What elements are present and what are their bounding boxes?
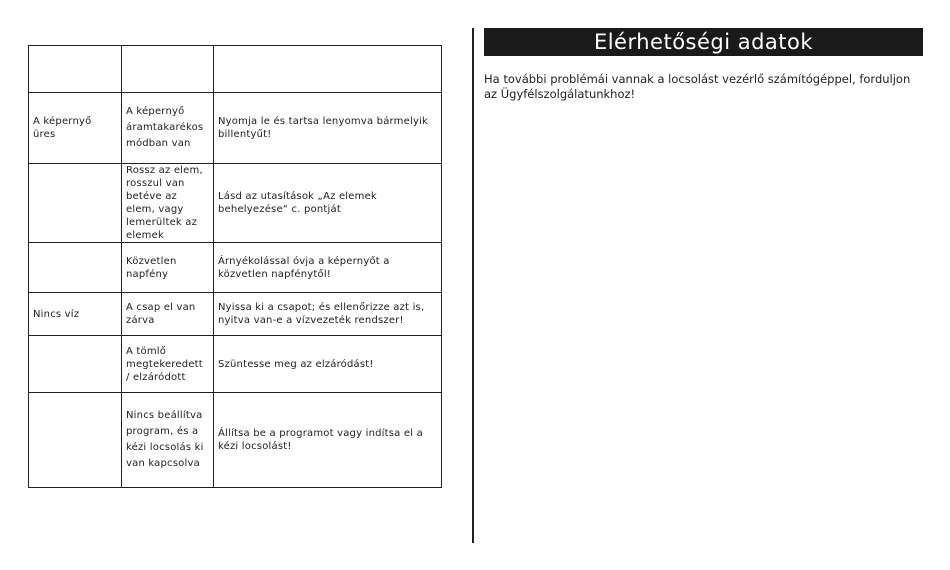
solution-cell: Szüntesse meg az elzáródást! bbox=[214, 336, 442, 393]
solution-cell: Árnyékolással óvja a képernyőt a közvetlen napfénytől! bbox=[214, 243, 442, 293]
table-header-row bbox=[29, 46, 442, 93]
table-row bbox=[29, 393, 442, 488]
cause-cell: A csap el van zárva bbox=[122, 293, 214, 336]
table-row bbox=[29, 336, 442, 393]
solution-cell: Nyissa ki a csapot; és ellenőrizze azt is, nyitva van-e a vízvezeték rendszer! bbox=[214, 293, 442, 336]
problem-cell bbox=[29, 164, 122, 243]
header-cause bbox=[122, 46, 214, 93]
problem-cell bbox=[29, 336, 122, 393]
cause-cell: Nincs beállítva program, és a kézi locsolás ki van kapcsolva bbox=[122, 393, 214, 488]
problem-cell bbox=[29, 393, 122, 488]
solution-cell: Nyomja le és tartsa lenyomva bármelyik billentyűt! bbox=[214, 93, 442, 164]
header-solution bbox=[214, 46, 442, 93]
header-problem bbox=[29, 46, 122, 93]
table-row bbox=[29, 93, 442, 164]
problem-cell: Nincs víz bbox=[29, 293, 122, 336]
solution-cell: Állítsa be a programot vagy indítsa el a kézi locsolást! bbox=[214, 393, 442, 488]
contact-title: Elérhetőségi adatok bbox=[593, 30, 814, 54]
table-row bbox=[29, 243, 442, 293]
contact-header-bar bbox=[484, 28, 923, 56]
table-row bbox=[29, 164, 442, 243]
contact-text: Ha további problémái vannak a locsolást vezérlő számítógéppel, forduljon az Ügyfélszolgálatunkhoz! bbox=[484, 72, 911, 101]
cause-cell: Rossz az elem, rosszul van betéve az elem, vagy lemerültek az elemek bbox=[122, 164, 214, 243]
cause-cell: Közvetlen napfény bbox=[122, 243, 214, 293]
solution-cell: Lásd az utasítások „Az elemek behelyezése“ c. pontját bbox=[214, 164, 442, 243]
problem-cell bbox=[29, 243, 122, 293]
table-row bbox=[29, 293, 442, 336]
cause-cell: A tömlő megtekeredett / elzáródott bbox=[122, 336, 214, 393]
column-divider bbox=[472, 28, 474, 543]
cause-cell: A képernyő áramtakarékos módban van bbox=[122, 93, 214, 164]
problem-cell: A képernyő üres bbox=[29, 93, 122, 164]
troubleshooting-table bbox=[28, 45, 442, 488]
